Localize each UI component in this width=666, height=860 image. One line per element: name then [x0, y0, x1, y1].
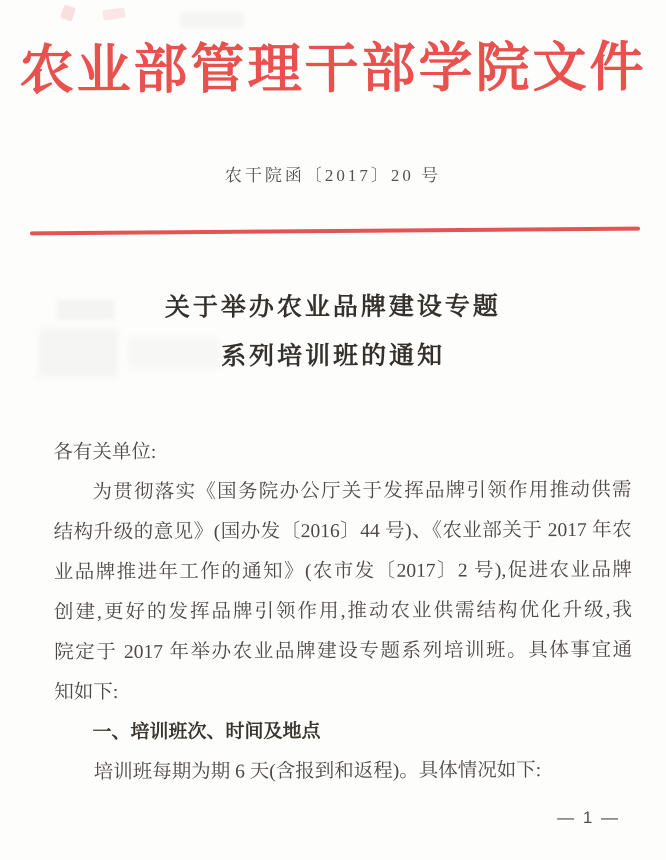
body-paragraph-line: 为贯彻落实《国务院办公厅关于发挥品牌引领作用推动供需 [92, 479, 632, 504]
scan-artifact-smudge [180, 12, 244, 28]
document-number: 农干院函〔2017〕20 号 [224, 166, 442, 185]
page-number: — 1 — [557, 808, 620, 827]
letterhead-title: 农业部管理干部学院文件 [19, 37, 647, 101]
section-body-line: 培训班每期为期 6 天(含报到和返程)。具体情况如下: [93, 760, 542, 784]
document-title-line-1: 关于举办农业品牌建设专题 [164, 293, 501, 322]
scan-artifact-red-mark [60, 4, 76, 21]
scan-artifact-red-mark [102, 8, 125, 21]
section-heading: 一、培训班次、时间及地点 [92, 721, 321, 744]
document-title-line-2: 系列培训班的通知 [221, 342, 446, 371]
body-paragraph-line: 创建,更好的发挥品牌引领作用,推动农业供需结构优化升级,我 [53, 599, 633, 624]
body-paragraph-line: 业品牌推进年工作的通知》(农市发〔2017〕2 号),促进农业品牌 [53, 559, 632, 584]
salutation: 各有关单位: [53, 441, 157, 464]
document-body [53, 431, 633, 794]
body-paragraph-line: 知如下: [54, 681, 119, 704]
document-title [0, 282, 666, 382]
body-paragraph-line: 院定于 2017 年举办农业品牌建设专题系列培训班。具体事宜通 [54, 639, 633, 664]
body-paragraph-line: 结构升级的意见》(国办发〔2016〕44 号)、《农业部关于 2017 年农 [53, 519, 632, 544]
red-divider-line [30, 227, 640, 236]
